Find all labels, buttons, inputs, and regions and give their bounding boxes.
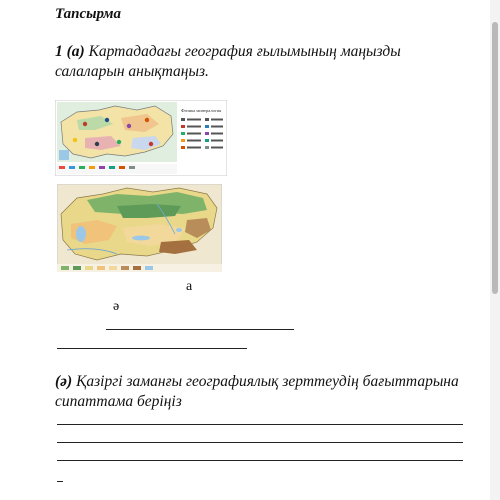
- page-heading: Тапсырма: [55, 6, 122, 22]
- question-ae-text: Қазіргі заманғы географиялық зерттеудің бағыттарына сипаттама беріңіз: [55, 373, 459, 410]
- natural-zones-map-image: [57, 184, 222, 272]
- answer-line-3[interactable]: [57, 424, 463, 425]
- economic-map-image: [55, 100, 227, 176]
- answer-line-6[interactable]: [57, 481, 63, 482]
- answer-line-2[interactable]: [57, 348, 247, 349]
- question-ae-number: (ә): [55, 373, 73, 390]
- answer-line-5[interactable]: [57, 460, 463, 461]
- question-1a: [55, 42, 455, 82]
- question-1a-number: 1 (а): [55, 43, 85, 60]
- scrollbar-thumb[interactable]: [492, 22, 498, 294]
- answer-line-1[interactable]: [106, 329, 294, 330]
- economic-map-caption: Физика минералогия: [181, 108, 222, 113]
- question-1a-text: Картададағы география ғылымының маңызды салаларын анықтаңыз.: [55, 43, 401, 80]
- answer-label-a: а: [186, 279, 193, 294]
- answer-line-4[interactable]: [57, 442, 463, 443]
- answer-label-ae: ә: [113, 299, 120, 314]
- question-ae: [55, 372, 475, 412]
